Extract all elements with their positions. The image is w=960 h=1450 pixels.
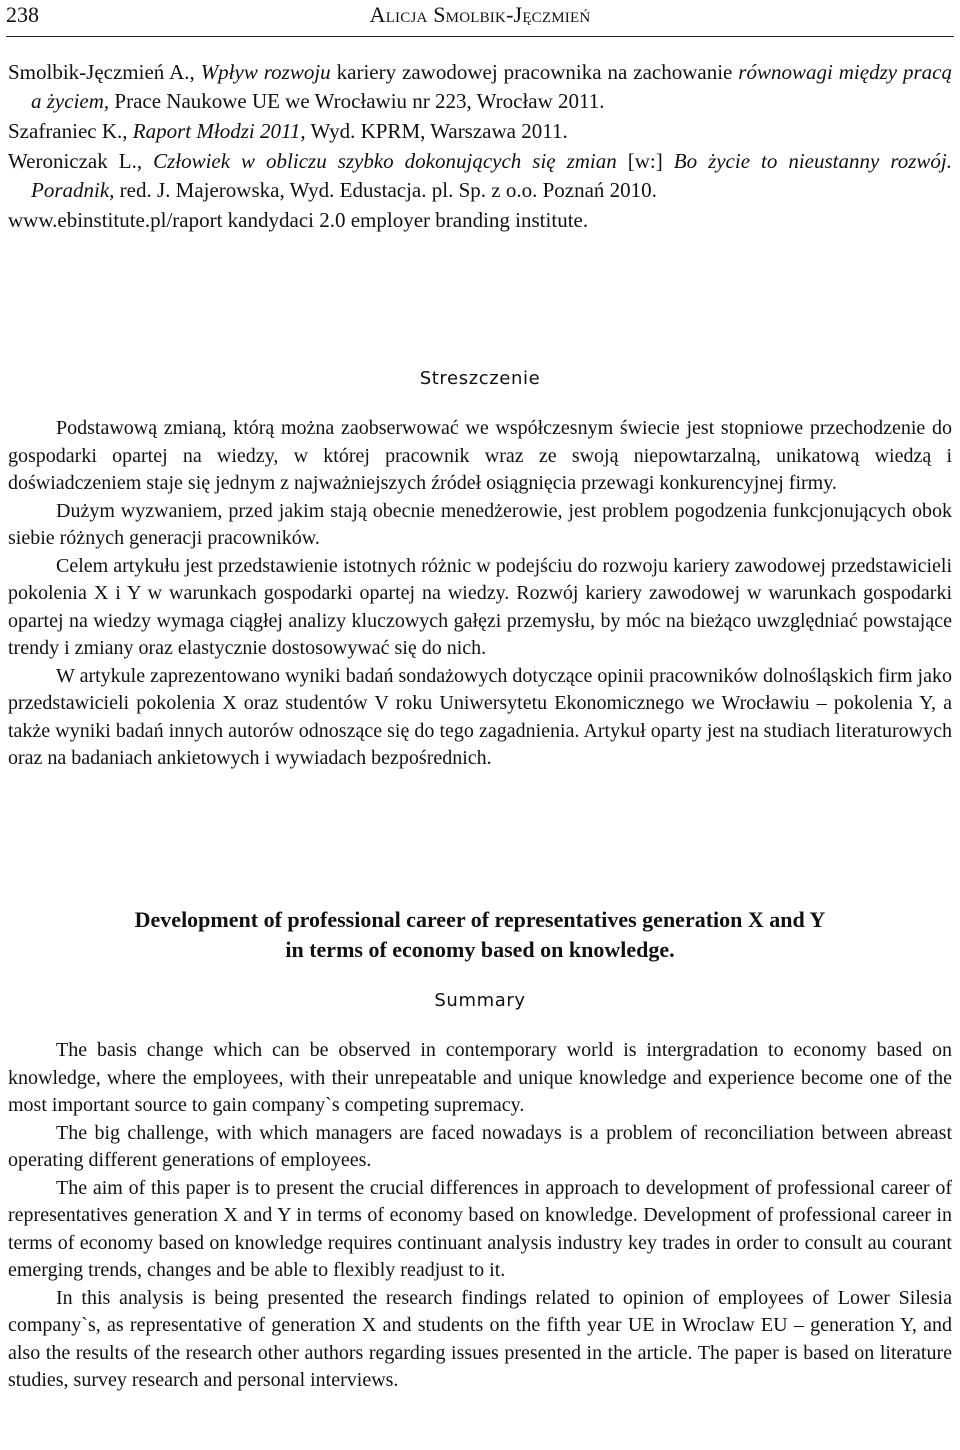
- summary-paragraph: The basis change which can be observed in contemporary world is intergradation to economy based on knowledge, where the employees, with their unrepeatable and unique knowledge and experience become one of the most important source to gain company`s competing supremacy.: [8, 1039, 952, 1116]
- reference-item: www.ebinstitute.pl/raport kandydaci 2.0 employer branding institute.: [8, 208, 589, 232]
- abstract-paragraph: Celem artykułu jest przedstawienie istotnych różnic w podejściu do rozwoju kariery zawodowej przedstawicieli pokolenia X i Y w warunkach gospodarki opartej na wiedzy. Rozwój kariery zawodowej w warunkach gospodarki opartej na wiedzy wymaga ciągłej analizy kluczowych gałęzi przemysłu, by móc na bieżąco uwzględniać powstające trendy i zmiany oraz elastycznie dostosowywać się do nich.: [8, 554, 952, 659]
- header-rule: [6, 36, 954, 37]
- summary-paragraph: The big challenge, with which managers are faced nowadays is a problem of reconciliation between abreast operating different generations of employees.: [8, 1121, 952, 1171]
- summary-body: [8, 1037, 952, 1395]
- running-title: Alicja Smolbik-Jęczmień: [369, 2, 591, 27]
- abstract-paragraph: Podstawową zmianą, którą można zaobserwować we współczesnym świecie jest stopniowe przechodzenie do gospodarki opartej na wiedzy, w której pracownik wraz ze swoją niepowtarzalną, unikatową wiedzą i doświadczeniem staje się jednym z najważniejszych źródeł osiągnięcia przewagi konkurencyjnej firmy.: [8, 417, 952, 494]
- english-title-line-2: in terms of economy based on knowledge.: [285, 937, 675, 962]
- page-header: [6, 0, 954, 32]
- references-list: [8, 58, 952, 236]
- summary-paragraph: In this analysis is being presented the research findings related to opinion of employees of Lower Silesia company`s, as representative of generation X and students on the fifth year UE in Wroclaw EU – generation Y, and also the results of the research other authors regarding issues presented in the article. The paper is based on literature studies, survey research and personal interviews.: [8, 1286, 952, 1391]
- english-title: [40, 905, 920, 965]
- abstract-paragraph: W artykule zaprezentowano wyniki badań sondażowych dotyczące opinii pracowników dolnośląskich firm jako przedstawicieli pokolenia X oraz studentów V roku Uniwersytetu Ekonomicznego we Wrocławiu – pokolenia Y, a także wyniki badań innych autorów odnoszące się do tego zagadnienia. Artykuł oparty jest na studiach literaturowych oraz na badaniach ankietowych i wywiadach bezpośrednich.: [8, 664, 952, 769]
- streszczenie-body: [8, 415, 952, 773]
- streszczenie-heading: Streszczenie: [419, 368, 541, 389]
- english-title-line-1: Development of professional career of representatives generation X and Y: [134, 907, 826, 932]
- reference-item: Smolbik-Jęczmień A., Wpływ rozwoju kariery zawodowej pracownika na zachowanie równowagi między pracą a życiem, Prace Naukowe UE we Wrocławiu nr 223, Wrocław 2011.: [8, 60, 952, 113]
- reference-item: Weroniczak L., Człowiek w obliczu szybko dokonujących się zmian [w:] Bo życie to nieustanny rozwój. Poradnik, red. J. Majerowska, Wyd. Edustacja. pl. Sp. z o.o. Poznań 2010.: [8, 149, 952, 202]
- summary-heading: Summary: [434, 990, 526, 1011]
- abstract-paragraph: Dużym wyzwaniem, przed jakim stają obecnie menedżerowie, jest problem pogodzenia funkcjonujących obok siebie różnych generacji pracowników.: [8, 499, 952, 549]
- summary-paragraph: The aim of this paper is to present the crucial differences in approach to development of professional career of representatives generation X and Y in terms of economy based on knowledge. Development of professional career in terms of economy based on knowledge requires continuant analysis industry key trades in order to consult au courant emerging trends, changes and be able to flexibly readjust to it.: [8, 1176, 952, 1281]
- page-number: 238: [6, 2, 39, 27]
- reference-item: Szafraniec K., Raport Młodzi 2011, Wyd. KPRM, Warszawa 2011.: [8, 119, 568, 143]
